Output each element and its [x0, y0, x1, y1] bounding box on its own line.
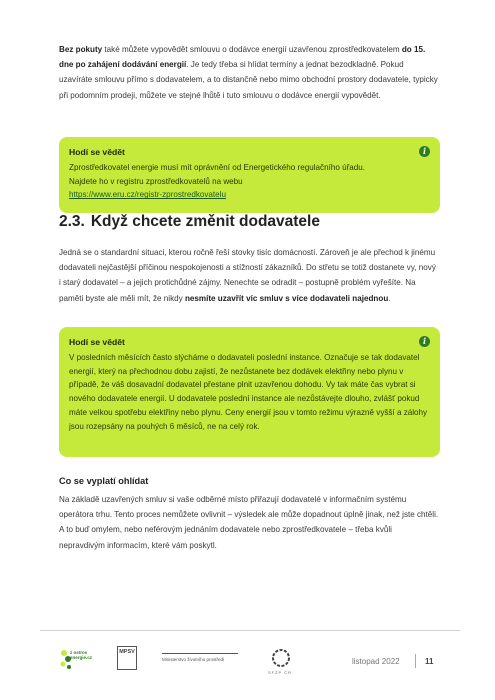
sfzp-logo [270, 647, 292, 669]
callout-title: Hodí se vědět [69, 337, 125, 347]
callout-line-2: Najdete ho v registru zprostředkovatelů na webu [69, 176, 243, 186]
sfzp-logo-text: SFŽP ČR [268, 670, 293, 675]
callout-title: Hodí se vědět [69, 147, 125, 157]
intro-paragraph [59, 42, 439, 103]
section-number: 2.3. [59, 213, 85, 230]
intro-text-2: . Je tedy třeba si hlídat termíny a jednat bezodkladně. Pokud uzavíráte smlouvu přímo s dodavatelem, a to distančně nebo mimo obchodní prostory dodavatele, typicky při podomním prodeji, můžete ve stejné lhůtě i tuto smlouvu o dodávce energií vypovědět. [59, 60, 438, 100]
page-number: 11 [425, 657, 434, 666]
section-paragraph [59, 245, 439, 306]
mzp-logo: Ministerstvo životního prostředí [162, 653, 238, 662]
mpsv-logo: MPSV [117, 646, 137, 670]
footer-divider [40, 630, 460, 631]
info-icon: i [419, 336, 430, 347]
section-bold: nesmíte uzavřít víc smluv s více dodavateli najednou [184, 293, 389, 303]
info-icon: i [419, 146, 430, 157]
subsection-paragraph: Na základě uzavřených smluv si vaše odběrné místo přiřazují dodavatelé v informačním systému operátora trhu. Tento proces nemůžete ovlivnit – výsledek ale může dopadnout úplně jinak, než jste chtěli. A to buď omylem, nebo neférovým jednáním dodavatele nebo zprostředkovatele – třeba kvůli nepravdivým informacím, které vám poskytl. [59, 495, 439, 550]
intro-bold-1: Bez pokuty [59, 45, 103, 54]
callout-line-1: Zprostředkovatel energie musí mít oprávnění od Energetického regulačního úřadu. [69, 163, 366, 172]
eru-registry-link[interactable]: https://www.eru.cz/registr-zprostredkovatelu [69, 190, 226, 200]
footer-date: listopad 2022 [352, 657, 400, 666]
section-text: Jedná se o standardní situaci, kterou ročně řeší stovky tisíc domácností. Zároveň je ale přechod k jinému dodavateli nejčastější příčinou nespokojenosti a stížností zákazníků. Do střetu se totiž dostanete vy, nový i starý dodavatel – a jejich protichůdné zájmy. Nenechte se odradit – postupně problém vyřešíte. Na paměti byste ale měli mít, že nikdy [59, 248, 436, 303]
intro-bold-2: do 15. dne po zahájení dodávání energií [59, 45, 426, 70]
logo-1-text: z ostrov energie.cz [70, 650, 93, 660]
footer-separator [415, 654, 416, 668]
intro-text-1: také můžete vypovědět smlouvu o dodávce energií uzavřenou zprostředkovatelem [102, 45, 402, 54]
callout-body: V posledních měsících často slýcháme o dodavateli poslední instance. Označuje se tak dodavatel energií, který na přechodnou dobu zajistí, že nezůstanete bez dodávek elektřiny nebo plynu v případě, že váš dosavadní dodavatel přestane plnit uzavřenou dohodu. Vy tak máte čas vybrat si nového dodavatele energií. U dodavatele poslední instance ale nezůstávejte dlouho, zvlášť pokud máte velkou spotřebu elektřiny nebo plynu. Ceny energií jsou v tomto režimu výrazně vyšší a zálohy jsou rozepsány na pouhých 6 měsíců, ne na celý rok. [69, 353, 428, 431]
callout-body [69, 161, 430, 202]
subsection-heading: Co se vyplatí ohlídat [59, 476, 149, 486]
section-heading [59, 212, 320, 232]
section-end: . [388, 293, 391, 303]
info-callout-2 [59, 327, 440, 457]
info-callout-1 [59, 137, 440, 213]
section-title: Když chcete změnit dodavatele [90, 213, 320, 230]
